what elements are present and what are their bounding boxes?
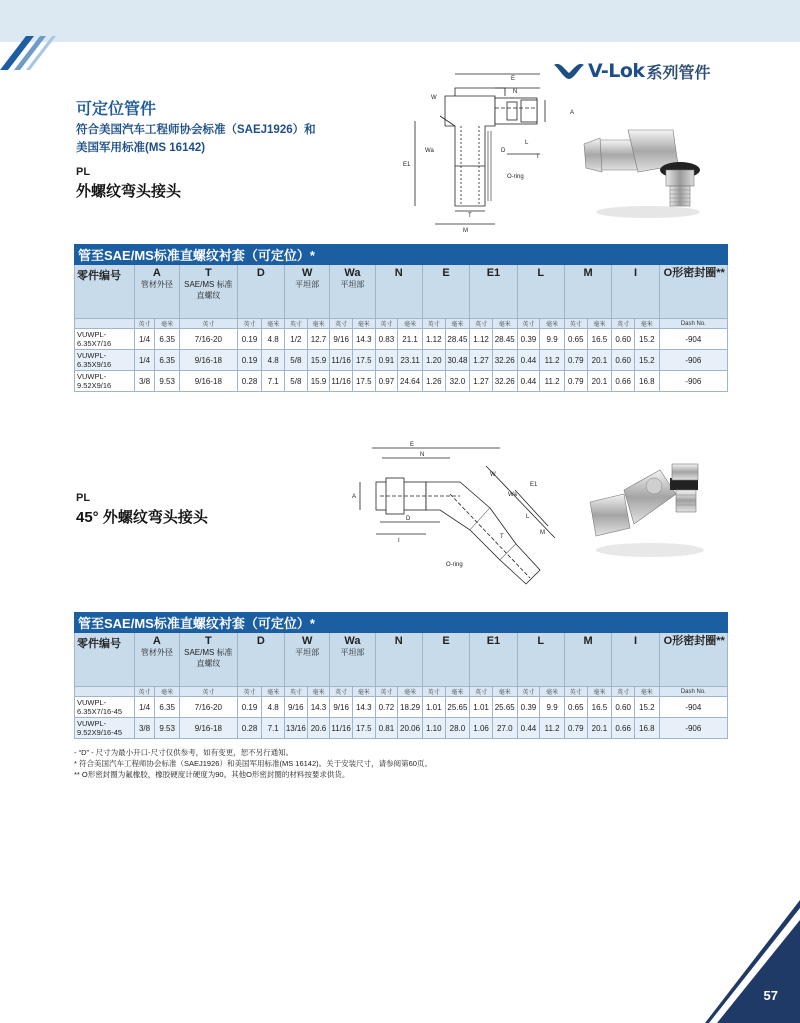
table-cell: 0.44: [517, 718, 540, 739]
table-cell: 0.19: [237, 350, 262, 371]
table2-body: [75, 697, 728, 739]
table-cell: 1.27: [470, 371, 493, 392]
table-cell: 0.72: [375, 697, 398, 718]
table-row: [75, 371, 728, 392]
table-cell: 3/8: [134, 718, 155, 739]
elbow-drawing: [395, 66, 585, 238]
section-subtitle-2: 美国军用标准(MS 16142): [76, 142, 206, 154]
col-E1: E1: [470, 633, 517, 687]
table2-title: 管至SAE/MS标准直螺纹衬套（可定位）*: [75, 613, 728, 633]
table-cell: 16.5: [587, 329, 612, 350]
table-cell: VUWPL-9.52X9/16-45: [75, 718, 135, 739]
table-cell: 9.9: [540, 697, 565, 718]
table-cell: 0.19: [237, 697, 262, 718]
table-cell: 9.53: [155, 718, 180, 739]
spec-table-1: [74, 244, 728, 392]
col-E: E: [422, 265, 469, 319]
oring45-label: O-ring: [446, 562, 463, 568]
col-L: L: [517, 633, 564, 687]
table-cell: 30.48: [445, 350, 470, 371]
table-cell: 32.26: [492, 371, 517, 392]
table-cell: 9/16-18: [180, 350, 238, 371]
table-cell: 16.5: [587, 697, 612, 718]
table-cell: 7.1: [262, 718, 285, 739]
col-T: T SAE/MS 标准 直螺纹: [180, 265, 238, 319]
table-cell: 18.29: [398, 697, 423, 718]
table1-body: [75, 329, 728, 392]
table-cell: 0.44: [517, 350, 540, 371]
col-N: N: [375, 633, 422, 687]
table-cell: VUWPL-6.35X9/16: [75, 350, 135, 371]
table-cell: 1.12: [422, 329, 445, 350]
product1-code: PL: [76, 166, 91, 178]
table-cell: 0.28: [237, 371, 262, 392]
footnote-3: ** O形密封圈为氟橡胶，橡胶硬度计硬度为90。其他O形密封圈的材料按要求供货。: [74, 770, 350, 779]
table-cell: -904: [659, 697, 727, 718]
col-oring: O形密封圈**: [659, 633, 727, 687]
table-cell: 12.7: [307, 329, 330, 350]
table-cell: -906: [659, 718, 727, 739]
table-cell: 1/4: [134, 697, 155, 718]
elbow-45-fitting-photo: [580, 450, 720, 560]
col-N: N: [375, 265, 422, 319]
table-cell: 25.65: [445, 697, 470, 718]
table1-title: 管至SAE/MS标准直螺纹衬套（可定位）*: [75, 245, 728, 265]
dim45-Wa-label: Wa: [508, 492, 517, 498]
table-cell: 4.8: [262, 697, 285, 718]
table-cell: 5/8: [285, 350, 308, 371]
dim45-E-label: E: [410, 442, 415, 448]
brand-name: V-Lok: [588, 60, 645, 82]
table-cell: 1.01: [470, 697, 493, 718]
table-cell: 14.3: [307, 697, 330, 718]
col-W: W 平坦部: [285, 633, 330, 687]
table-cell: -906: [659, 371, 727, 392]
table-cell: 23.11: [398, 350, 423, 371]
table-cell: -906: [659, 350, 727, 371]
table-cell: 1/4: [134, 329, 155, 350]
dim45-M-label: M: [540, 530, 545, 536]
table-cell: 1.01: [422, 697, 445, 718]
dim-I-label: I: [537, 154, 539, 160]
dim45-T-label: T: [500, 534, 504, 540]
table-cell: 20.1: [587, 350, 612, 371]
col-Wa: Wa 平坦部: [330, 633, 375, 687]
table-cell: VUWPL-6.35X7/16-45: [75, 697, 135, 718]
table-cell: 15.9: [307, 371, 330, 392]
table-cell: 16.8: [634, 371, 659, 392]
dim45-D-label: D: [406, 516, 411, 522]
col-L: L: [517, 265, 564, 319]
col-M: M: [564, 265, 611, 319]
col-Wa: Wa 平坦部: [330, 265, 375, 319]
table-cell: 1.06: [470, 718, 493, 739]
table-cell: 0.66: [612, 718, 635, 739]
footnote-1: - “D” - 尺寸为最小开口-尺寸仅供参考，如有变更，恕不另行通知。: [74, 748, 294, 757]
table-cell: 1.27: [470, 350, 493, 371]
table-cell: 0.81: [375, 718, 398, 739]
product1-name: 外螺纹弯头接头: [76, 183, 182, 200]
units-row: 英寸 毫米 英寸 英寸 毫米 英寸 毫米 英寸 毫米 英寸 毫米 英寸 毫米 英寸 毫米 英寸 毫米 英寸 毫米 英寸 毫米 Dash No.: [75, 687, 728, 697]
dim-D-label: D: [501, 148, 506, 154]
table-cell: 17.5: [352, 718, 375, 739]
table-cell: 17.5: [352, 350, 375, 371]
table-cell: 6.35: [155, 697, 180, 718]
table-cell: 16.8: [634, 718, 659, 739]
section-subtitle-1: 符合美国汽车工程师协会标准（SAEJ1926）和: [76, 124, 316, 136]
table-cell: 9.53: [155, 371, 180, 392]
dim-N-label: N: [513, 89, 518, 95]
table-cell: 9.9: [540, 329, 565, 350]
col-E1: E1: [470, 265, 517, 319]
col-D: D: [237, 265, 284, 319]
decorative-stripes: [0, 30, 60, 70]
table-cell: 9/16: [330, 329, 353, 350]
table-cell: 0.19: [237, 329, 262, 350]
dim45-I-label: I: [398, 538, 400, 544]
table-row: [75, 697, 728, 718]
footnotes: [74, 747, 432, 780]
table-cell: 11.2: [540, 718, 565, 739]
brand-series: 系列管件: [646, 62, 711, 82]
table-cell: 1.12: [470, 329, 493, 350]
dim45-W-label: W: [490, 472, 496, 478]
dim45-A-label: A: [352, 494, 357, 500]
page-number: 57: [763, 988, 778, 1003]
table-row: [75, 329, 728, 350]
table-cell: 1.20: [422, 350, 445, 371]
table-row: [75, 350, 728, 371]
table-cell: 7/16-20: [180, 697, 238, 718]
elbow-45-drawing: [350, 438, 570, 606]
table-cell: -904: [659, 329, 727, 350]
table-cell: 32.26: [492, 350, 517, 371]
table-cell: 7.1: [262, 371, 285, 392]
elbow-fitting-photo: [578, 110, 718, 220]
table-cell: 27.0: [492, 718, 517, 739]
product2-name: 45° 外螺纹弯头接头: [76, 509, 208, 526]
table-cell: 15.2: [634, 350, 659, 371]
table-cell: 0.83: [375, 329, 398, 350]
table-cell: 0.91: [375, 350, 398, 371]
dim-W-label: W: [431, 95, 437, 101]
table-cell: 5/8: [285, 371, 308, 392]
table-cell: 0.44: [517, 371, 540, 392]
table-cell: 0.65: [564, 697, 587, 718]
table-cell: 9/16-18: [180, 371, 238, 392]
table-cell: 21.1: [398, 329, 423, 350]
col-A: A 管材外径: [134, 265, 179, 319]
table-cell: 0.79: [564, 718, 587, 739]
col-part-no: 零件编号: [75, 633, 135, 687]
product2-code: PL: [76, 492, 91, 504]
table-cell: 0.60: [612, 329, 635, 350]
col-M: M: [564, 633, 611, 687]
footnote-2: * 符合美国汽车工程师协会标准（SAEJ1926）和美国军用标准(MS 16142)。关于安装尺寸，请参阅第60页。: [74, 759, 432, 768]
table-cell: 4.8: [262, 329, 285, 350]
table-cell: 20.1: [587, 718, 612, 739]
table-cell: 11/16: [330, 371, 353, 392]
table-cell: 15.2: [634, 329, 659, 350]
table-cell: 1.10: [422, 718, 445, 739]
table-cell: 14.3: [352, 697, 375, 718]
table-cell: 24.64: [398, 371, 423, 392]
table-cell: 28.45: [492, 329, 517, 350]
dim-E-label: E: [511, 76, 516, 82]
table-cell: 6.35: [155, 350, 180, 371]
table-row: [75, 718, 728, 739]
table-cell: 11/16: [330, 718, 353, 739]
table-cell: 15.2: [634, 697, 659, 718]
col-I: I: [612, 633, 659, 687]
table-cell: 4.8: [262, 350, 285, 371]
table-cell: 0.65: [564, 329, 587, 350]
table-cell: 3/8: [134, 371, 155, 392]
table-cell: 0.60: [612, 697, 635, 718]
col-W: W 平坦部: [285, 265, 330, 319]
top-banner: [0, 0, 800, 42]
table-cell: 9/16: [330, 697, 353, 718]
table-cell: 14.3: [352, 329, 375, 350]
table-cell: 17.5: [352, 371, 375, 392]
table-cell: 0.39: [517, 697, 540, 718]
dim45-N-label: N: [420, 452, 425, 458]
table-cell: 0.97: [375, 371, 398, 392]
table-cell: 7/16-20: [180, 329, 238, 350]
corner-decoration: [705, 900, 800, 1023]
table-cell: 20.6: [307, 718, 330, 739]
table-cell: 11.2: [540, 350, 565, 371]
table-cell: 11/16: [330, 350, 353, 371]
table-cell: 28.45: [445, 329, 470, 350]
table-cell: 20.1: [587, 371, 612, 392]
table-cell: 11.2: [540, 371, 565, 392]
table-cell: 0.28: [237, 718, 262, 739]
dim-L-label: L: [525, 140, 529, 146]
dim-A-label: A: [570, 110, 575, 116]
col-I: I: [612, 265, 659, 319]
table-cell: 0.60: [612, 350, 635, 371]
table-cell: 9/16-18: [180, 718, 238, 739]
table-cell: VUWPL-9.52X9/16: [75, 371, 135, 392]
dim-M-label: M: [463, 228, 468, 234]
dim-E1-label: E1: [403, 162, 411, 168]
dim-T-label: T: [468, 213, 472, 219]
table-cell: 1.26: [422, 371, 445, 392]
units-row: 英寸 毫米 英寸 英寸 毫米 英寸 毫米 英寸 毫米 英寸 毫米 英寸 毫米 英寸 毫米 英寸 毫米 英寸 毫米 英寸 毫米 Dash No.: [75, 319, 728, 329]
col-oring: O形密封圈**: [659, 265, 727, 319]
col-E: E: [422, 633, 469, 687]
dim-Wa-label: Wa: [425, 148, 434, 154]
table-cell: 0.66: [612, 371, 635, 392]
table-cell: 15.9: [307, 350, 330, 371]
table-cell: 1/4: [134, 350, 155, 371]
table-cell: 28.0: [445, 718, 470, 739]
spec-table-2: [74, 612, 728, 739]
col-T: T SAE/MS 标准 直螺纹: [180, 633, 238, 687]
table-cell: 9/16: [285, 697, 308, 718]
section-title: 可定位管件: [76, 101, 157, 118]
table-cell: 6.35: [155, 329, 180, 350]
col-part-no: 零件编号: [75, 265, 135, 319]
table-cell: 32.0: [445, 371, 470, 392]
table-cell: 1/2: [285, 329, 308, 350]
dim45-L-label: L: [526, 514, 530, 520]
table-cell: 25.65: [492, 697, 517, 718]
dim45-E1-label: E1: [530, 482, 538, 488]
table-cell: 0.39: [517, 329, 540, 350]
col-A: A 管材外径: [134, 633, 179, 687]
table-cell: 13/16: [285, 718, 308, 739]
table-cell: 0.79: [564, 350, 587, 371]
col-D: D: [237, 633, 284, 687]
table-cell: 0.79: [564, 371, 587, 392]
table-cell: VUWPL-6.35X7/16: [75, 329, 135, 350]
table-cell: 20.06: [398, 718, 423, 739]
oring-label: O-ring: [507, 174, 524, 180]
